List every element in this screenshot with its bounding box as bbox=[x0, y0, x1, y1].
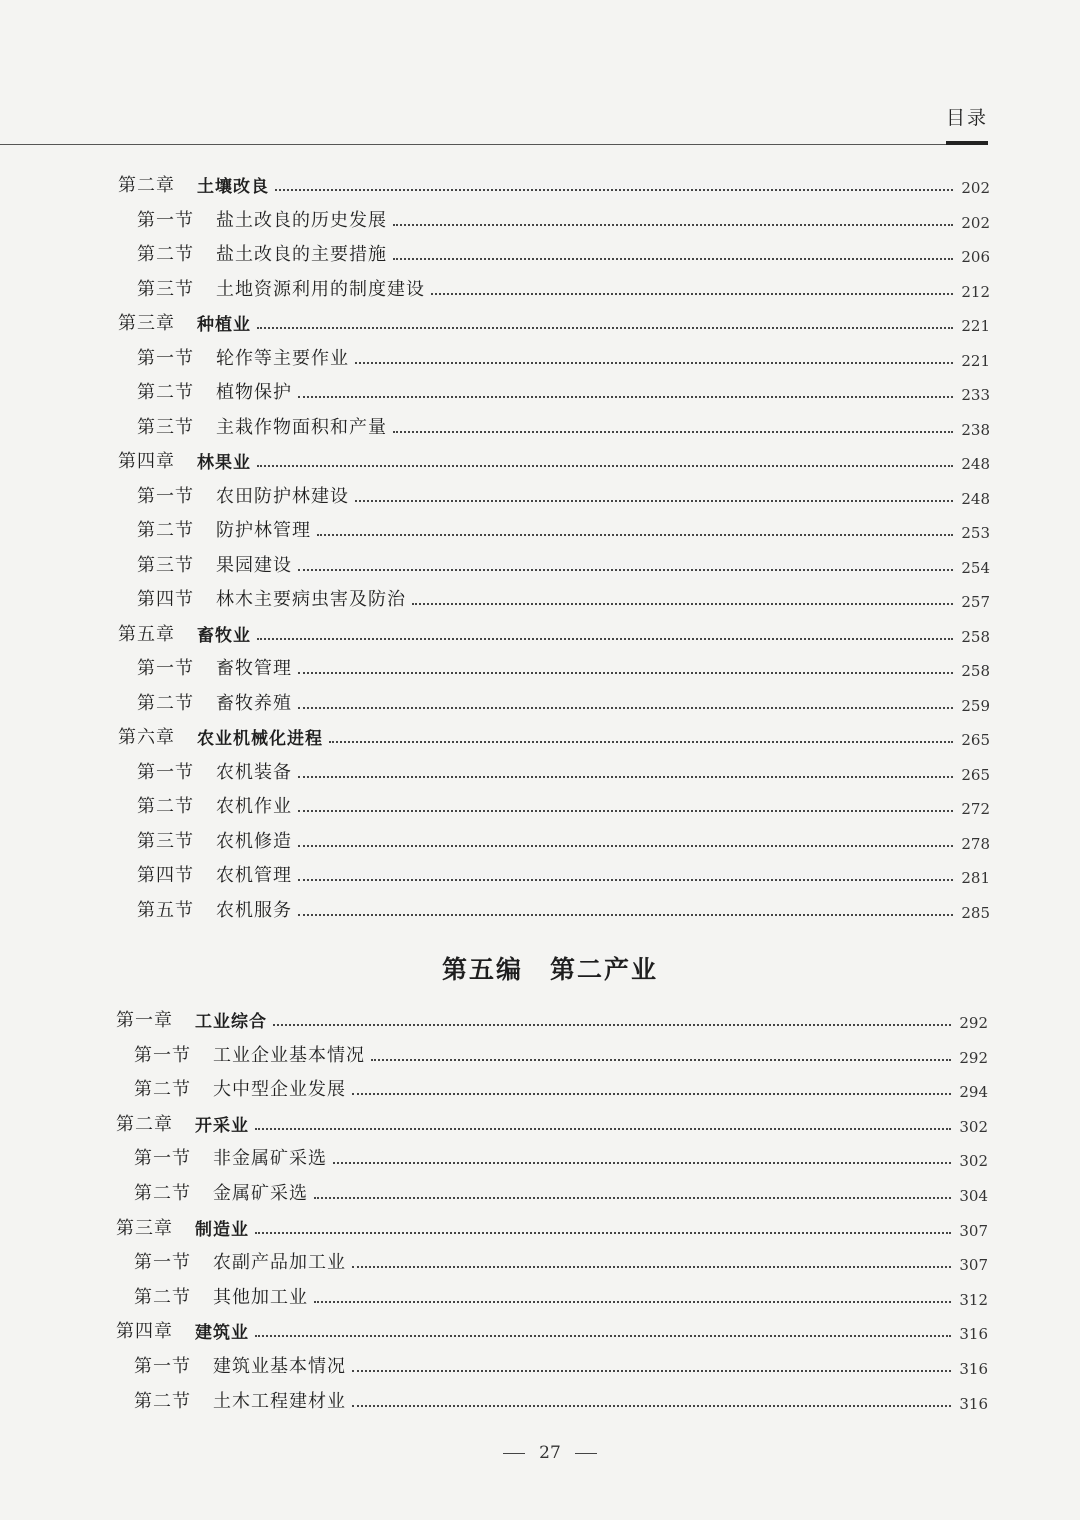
section-number: 第三节 bbox=[137, 416, 194, 438]
page-number: 27 bbox=[539, 1443, 561, 1463]
page-reference: 307 bbox=[959, 1256, 988, 1275]
toc-chapter-row bbox=[116, 1110, 988, 1136]
header-rule-accent bbox=[946, 141, 988, 145]
chapter-number: 第五章 bbox=[118, 623, 175, 645]
section-title: 农机管理 bbox=[216, 865, 292, 886]
dot-leader bbox=[314, 1301, 951, 1303]
chapter-number: 第四章 bbox=[116, 1321, 173, 1343]
section-title: 植物保护 bbox=[216, 382, 292, 403]
dot-leader bbox=[393, 258, 953, 260]
section-title: 农副产品加工业 bbox=[213, 1252, 346, 1274]
section-title: 畜牧养殖 bbox=[216, 692, 292, 714]
section-title: 金属矿采选 bbox=[213, 1183, 308, 1204]
dot-leader bbox=[412, 603, 953, 605]
page-reference: 238 bbox=[961, 420, 990, 439]
toc-section-row bbox=[134, 1179, 988, 1205]
section-number: 第二节 bbox=[134, 1390, 191, 1412]
section-number: 第四节 bbox=[137, 589, 194, 610]
section-number: 第一节 bbox=[137, 658, 194, 679]
dot-leader bbox=[355, 500, 953, 502]
section-title: 土木工程建材业 bbox=[213, 1390, 346, 1412]
dot-leader bbox=[298, 879, 953, 881]
toc-chapter-row bbox=[118, 309, 990, 335]
toc-section-row bbox=[134, 1075, 988, 1101]
chapter-title: 土壤改良 bbox=[197, 177, 269, 197]
section-number: 第三节 bbox=[137, 830, 194, 852]
section-number: 第五节 bbox=[137, 899, 194, 921]
page-reference: 302 bbox=[959, 1117, 988, 1136]
page-reference: 292 bbox=[959, 1014, 988, 1032]
toc-chapter-row bbox=[116, 1006, 988, 1032]
header-rule bbox=[0, 144, 988, 145]
chapter-number: 第三章 bbox=[116, 1217, 173, 1239]
page-reference: 278 bbox=[961, 834, 990, 853]
section-number: 第二节 bbox=[137, 382, 194, 403]
toc-chapter-row bbox=[116, 1317, 988, 1343]
dot-leader bbox=[393, 224, 953, 226]
section-number: 第三节 bbox=[137, 554, 194, 576]
section-number: 第一节 bbox=[137, 485, 194, 507]
section-number: 第一节 bbox=[134, 1356, 191, 1377]
section-title: 防护林管理 bbox=[216, 520, 311, 541]
section-title: 农机作业 bbox=[216, 796, 292, 817]
dot-leader bbox=[298, 707, 953, 709]
page-reference: 302 bbox=[959, 1152, 988, 1171]
toc-section-row bbox=[137, 827, 990, 853]
chapter-title: 建筑业 bbox=[195, 1323, 249, 1344]
footer-dash-left bbox=[503, 1453, 525, 1454]
part-title: 第五编 第二产业 bbox=[441, 955, 658, 984]
page-reference: 281 bbox=[961, 869, 990, 887]
chapter-title: 工业综合 bbox=[195, 1012, 267, 1032]
page-reference: 233 bbox=[961, 386, 990, 404]
toc-chapter-row bbox=[118, 723, 990, 749]
page-reference: 258 bbox=[961, 662, 990, 680]
toc-section-row bbox=[137, 551, 990, 577]
chapter-number: 第三章 bbox=[118, 313, 175, 334]
toc-chapter-row bbox=[118, 171, 990, 197]
section-title: 非金属矿采选 bbox=[213, 1148, 327, 1170]
page-reference: 312 bbox=[959, 1290, 988, 1309]
section-number: 第二节 bbox=[137, 796, 194, 817]
dot-leader bbox=[257, 638, 953, 640]
section-title: 盐土改良的历史发展 bbox=[216, 209, 387, 231]
page-reference: 212 bbox=[961, 282, 990, 301]
dot-leader bbox=[352, 1405, 951, 1407]
toc-section-row bbox=[137, 516, 990, 542]
toc-section-row bbox=[137, 378, 990, 404]
page-reference: 316 bbox=[959, 1394, 988, 1413]
dot-leader bbox=[431, 293, 953, 295]
toc-section-row bbox=[137, 896, 990, 922]
toc-section-row bbox=[134, 1283, 988, 1309]
dot-leader bbox=[333, 1162, 951, 1164]
toc-section-row bbox=[137, 689, 990, 715]
toc-section-row bbox=[134, 1041, 988, 1067]
section-title: 大中型企业发展 bbox=[213, 1079, 346, 1101]
section-number: 第三节 bbox=[137, 278, 194, 300]
toc-chapter-row bbox=[118, 620, 990, 646]
dot-leader bbox=[352, 1370, 951, 1372]
chapter-number: 第四章 bbox=[118, 451, 175, 472]
toc-section-row bbox=[137, 413, 990, 439]
section-number: 第二节 bbox=[134, 1183, 191, 1204]
dot-leader bbox=[298, 396, 953, 398]
chapter-title: 畜牧业 bbox=[197, 625, 251, 646]
section-number: 第一节 bbox=[137, 347, 194, 369]
page-reference: 294 bbox=[959, 1083, 988, 1102]
chapter-title: 种植业 bbox=[197, 315, 251, 335]
page-reference: 316 bbox=[959, 1325, 988, 1344]
section-title: 林木主要病虫害及防治 bbox=[216, 589, 406, 610]
section-title: 盐土改良的主要措施 bbox=[216, 244, 387, 265]
toc-chapter-row bbox=[116, 1214, 988, 1240]
toc-section-row bbox=[137, 482, 990, 508]
page-reference: 221 bbox=[961, 351, 990, 370]
section-title: 果园建设 bbox=[216, 554, 292, 576]
dot-leader bbox=[298, 569, 953, 571]
dot-leader bbox=[298, 776, 953, 778]
dot-leader bbox=[273, 1024, 951, 1026]
page-reference: 307 bbox=[959, 1221, 988, 1240]
page-reference: 253 bbox=[961, 524, 990, 542]
page-reference: 257 bbox=[961, 593, 990, 611]
section-title: 建筑业基本情况 bbox=[213, 1356, 346, 1377]
section-title: 农田防护林建设 bbox=[216, 485, 349, 507]
dot-leader bbox=[355, 362, 953, 364]
dot-leader bbox=[255, 1128, 951, 1130]
chapter-number: 第二章 bbox=[116, 1113, 173, 1135]
toc-section-row bbox=[137, 654, 990, 680]
dot-leader bbox=[255, 1232, 951, 1234]
page-reference: 272 bbox=[961, 800, 990, 818]
dot-leader bbox=[257, 465, 953, 467]
page-reference: 221 bbox=[961, 317, 990, 335]
dot-leader bbox=[314, 1197, 951, 1199]
page-reference: 285 bbox=[961, 903, 990, 922]
page-footer bbox=[0, 1443, 1080, 1463]
dot-leader bbox=[298, 914, 953, 916]
dot-leader bbox=[257, 327, 953, 329]
section-number: 第二节 bbox=[137, 692, 194, 714]
toc-section-row bbox=[137, 585, 990, 611]
page-reference: 206 bbox=[961, 248, 990, 266]
dot-leader bbox=[275, 189, 953, 191]
section-title: 其他加工业 bbox=[213, 1286, 308, 1308]
section-title: 农机装备 bbox=[216, 761, 292, 783]
page-reference: 248 bbox=[961, 455, 990, 473]
chapter-number: 第六章 bbox=[118, 727, 175, 748]
dot-leader bbox=[352, 1093, 951, 1095]
page-reference: 248 bbox=[961, 489, 990, 508]
section-title: 畜牧管理 bbox=[216, 658, 292, 679]
toc-section-row bbox=[134, 1248, 988, 1274]
dot-leader bbox=[255, 1335, 951, 1337]
chapter-title: 开采业 bbox=[195, 1115, 249, 1136]
section-number: 第一节 bbox=[134, 1148, 191, 1170]
section-title: 农机修造 bbox=[216, 830, 292, 852]
running-header-title: 目录 bbox=[945, 107, 988, 129]
page-reference: 304 bbox=[959, 1187, 988, 1205]
section-number: 第四节 bbox=[137, 865, 194, 886]
section-number: 第二节 bbox=[134, 1286, 191, 1308]
section-number: 第一节 bbox=[134, 1252, 191, 1274]
toc-section-row bbox=[137, 758, 990, 784]
toc-section-row bbox=[137, 344, 990, 370]
dot-leader bbox=[329, 741, 953, 743]
toc-section-row bbox=[137, 275, 990, 301]
section-title: 工业企业基本情况 bbox=[213, 1044, 365, 1066]
dot-leader bbox=[298, 845, 953, 847]
section-title: 轮作等主要作业 bbox=[216, 347, 349, 369]
page-reference: 258 bbox=[961, 627, 990, 646]
footer-dash-right bbox=[575, 1453, 597, 1454]
toc-section-row bbox=[137, 792, 990, 818]
toc-section-row bbox=[134, 1144, 988, 1170]
page-reference: 259 bbox=[961, 696, 990, 715]
dot-leader bbox=[317, 534, 953, 536]
section-number: 第二节 bbox=[137, 520, 194, 541]
chapter-title: 林果业 bbox=[197, 453, 251, 473]
chapter-number: 第一章 bbox=[116, 1010, 173, 1031]
chapter-title: 制造业 bbox=[195, 1219, 249, 1240]
section-title: 主栽作物面积和产量 bbox=[216, 416, 387, 438]
dot-leader bbox=[393, 431, 953, 433]
page-reference: 202 bbox=[961, 213, 990, 232]
toc-section-row bbox=[137, 861, 990, 887]
toc-section-row bbox=[134, 1387, 988, 1413]
page-reference: 265 bbox=[961, 731, 990, 749]
section-number: 第二节 bbox=[137, 244, 194, 265]
section-number: 第一节 bbox=[137, 761, 194, 783]
section-title: 农机服务 bbox=[216, 899, 292, 921]
dot-leader bbox=[298, 810, 953, 812]
dot-leader bbox=[298, 672, 953, 674]
toc-section-row bbox=[134, 1352, 988, 1378]
section-number: 第一节 bbox=[137, 209, 194, 231]
page-reference: 292 bbox=[959, 1048, 988, 1067]
section-number: 第一节 bbox=[134, 1044, 191, 1066]
page-reference: 316 bbox=[959, 1360, 988, 1378]
toc-section-row bbox=[137, 240, 990, 266]
page-reference: 202 bbox=[961, 179, 990, 197]
section-title: 土地资源利用的制度建设 bbox=[216, 278, 425, 300]
dot-leader bbox=[352, 1266, 951, 1268]
chapter-number: 第二章 bbox=[118, 175, 175, 196]
toc-section-row bbox=[137, 206, 990, 232]
chapter-title: 农业机械化进程 bbox=[197, 729, 323, 749]
dot-leader bbox=[371, 1059, 951, 1061]
section-number: 第二节 bbox=[134, 1079, 191, 1101]
page-reference: 265 bbox=[961, 765, 990, 784]
toc-chapter-row bbox=[118, 447, 990, 473]
page-reference: 254 bbox=[961, 558, 990, 577]
